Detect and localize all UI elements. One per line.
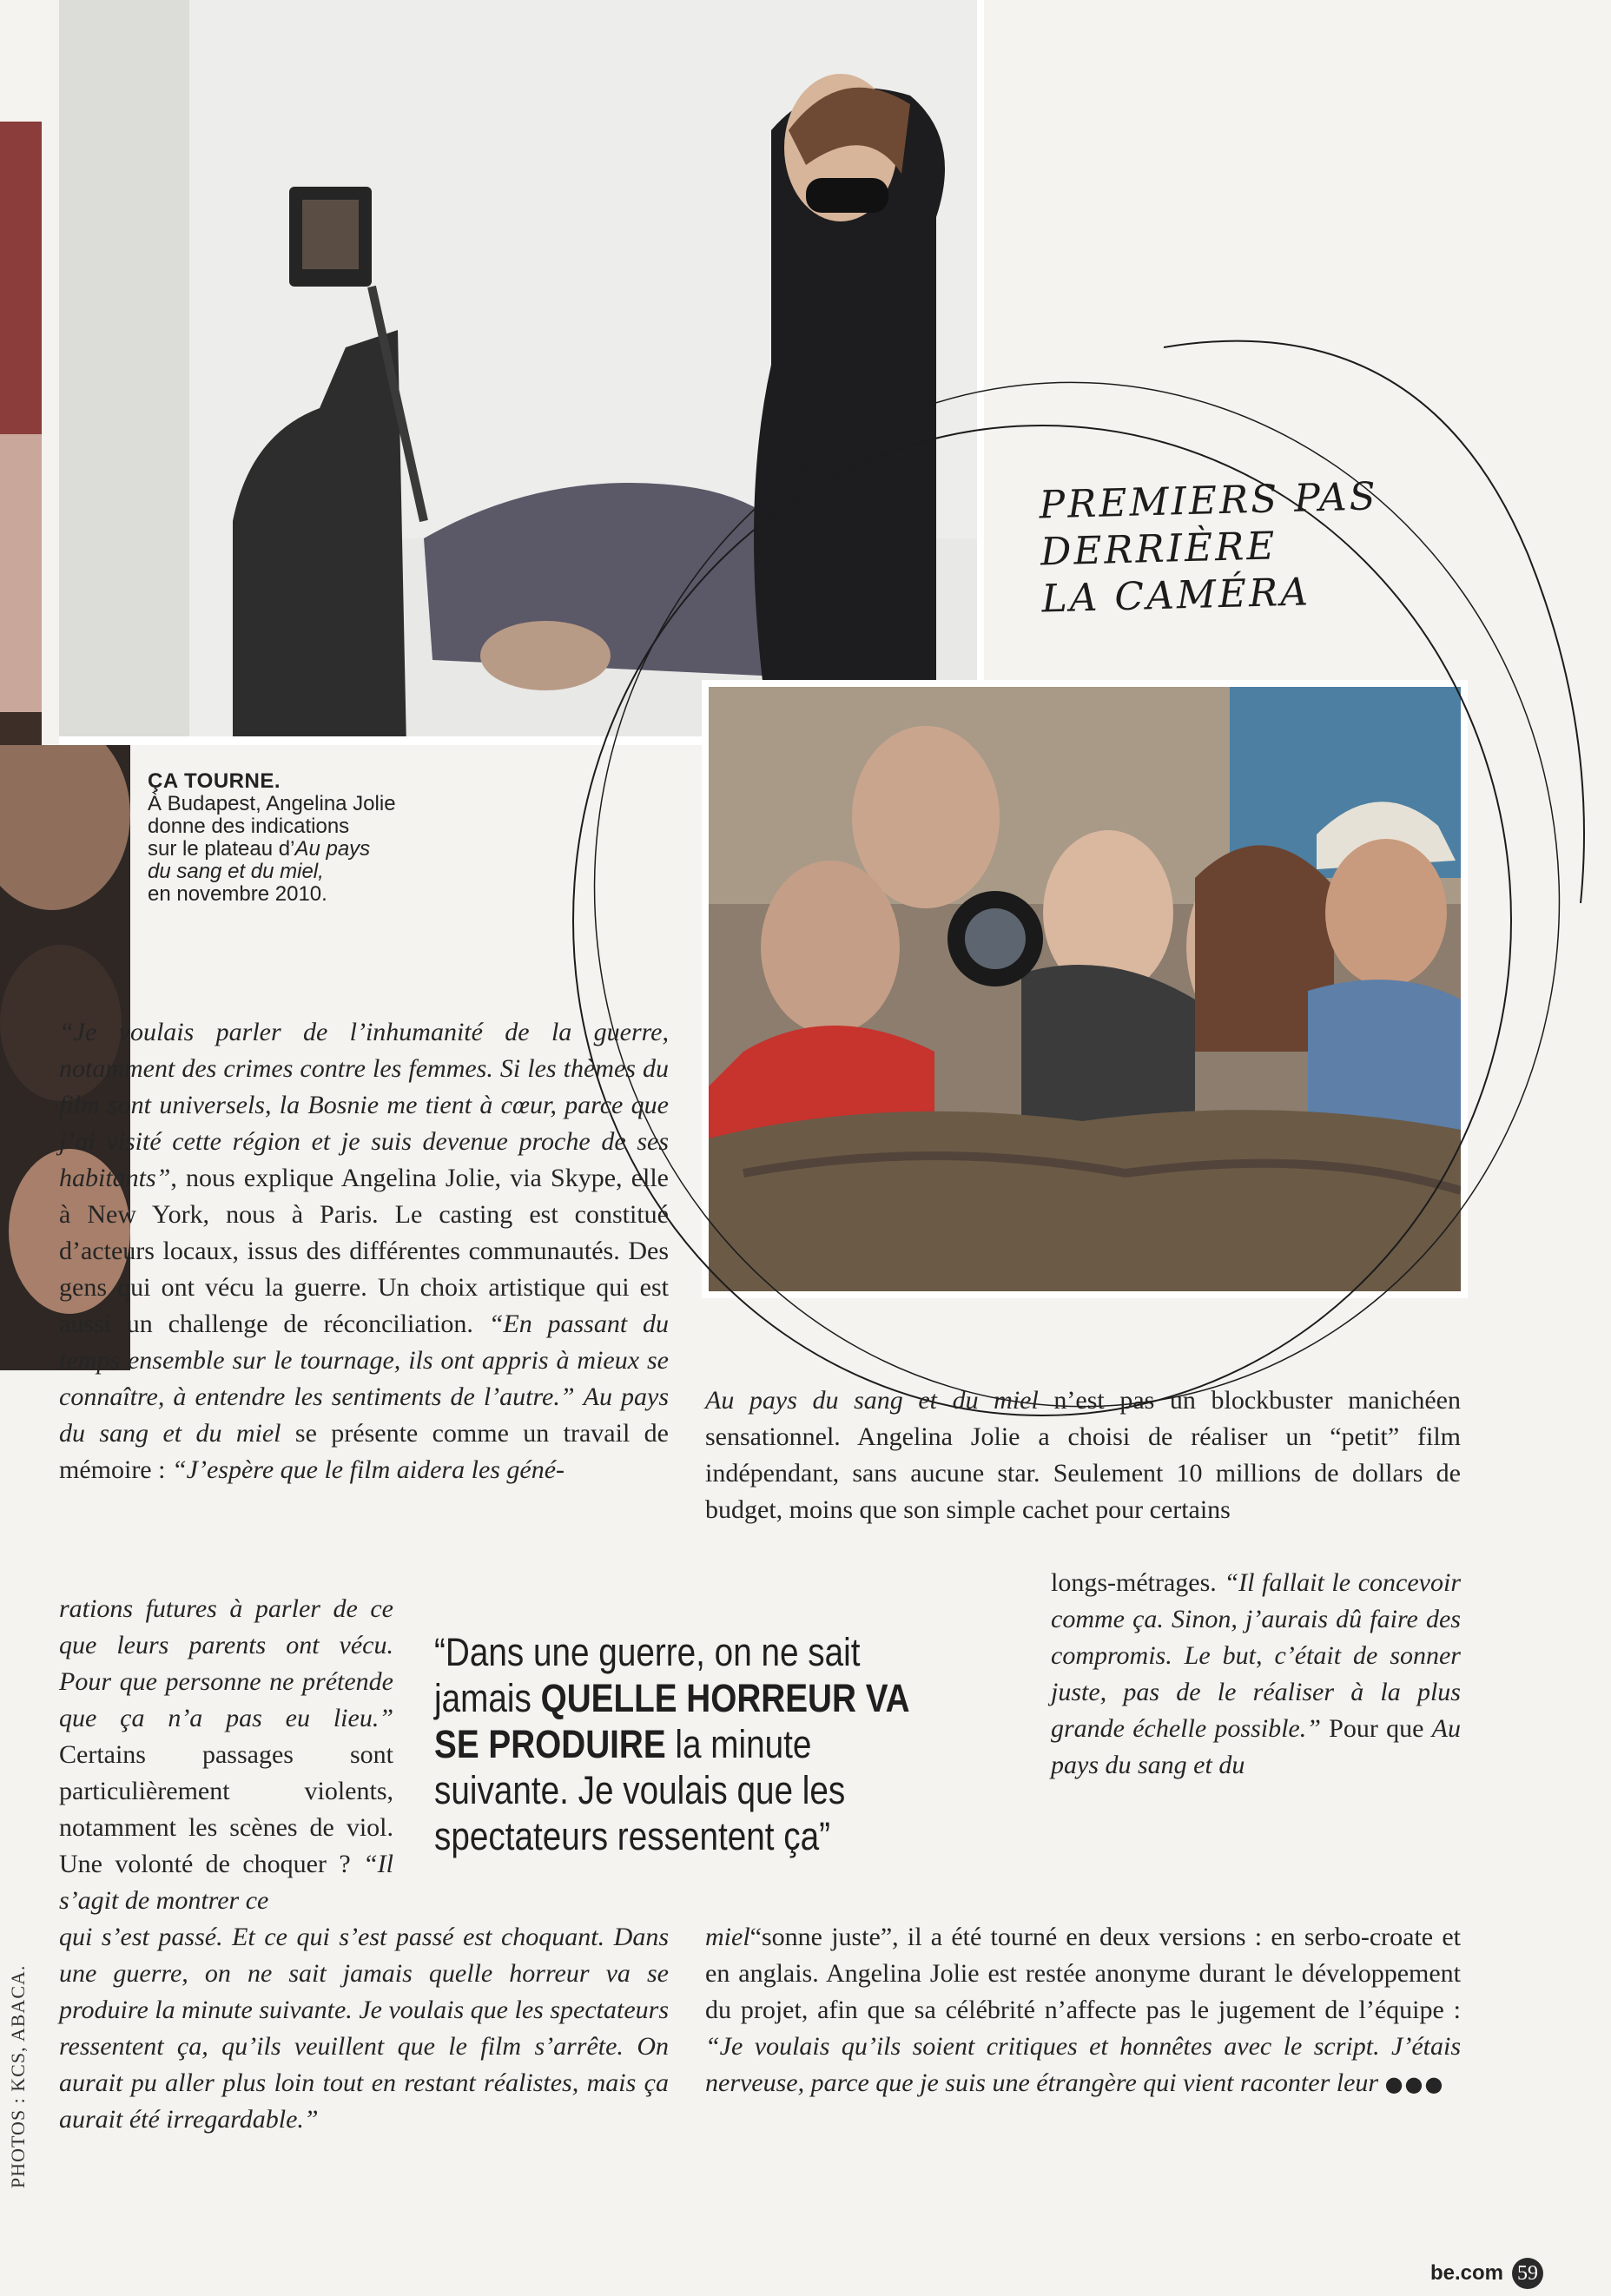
body-paragraph [59,1591,393,1919]
caption-line-3-text: sur le plateau d’ [148,837,295,861]
body-column-left-mid [59,1591,393,1919]
body-column-right-mid [1051,1565,1461,1784]
caption-line-4 [148,861,443,883]
body-text: n’est pas un blockbuster manichéen sensationnel. Angelina Jolie a choisi de réaliser un “petit” film indépendant, sans aucune star. Seulement 10 millions de dollars de budget, moins que son simple cachet pour certains [705,1386,1462,1524]
caption-film-title-a: Au pays [294,837,371,861]
camera-crew-photo [702,680,1468,1298]
body-paragraph [1051,1565,1461,1784]
body-column-left-top [59,1014,669,1488]
film-title: miel [705,1923,750,1951]
caption-line-1: À Budapest, Angelina Jolie [148,792,396,815]
caption-line-2: donne des indications [148,815,350,838]
body-text [575,1382,584,1411]
photo-caption [148,770,443,906]
quote-text: rations futures à parler de ce que leurs parents ont vécu. Pour que personne ne prétende que ça n’a pas eu lieu.” [59,1594,393,1732]
handwritten-headline [1039,473,1407,623]
body-column-right-bottom [705,1919,1461,2102]
quote-text: “Je voulais qu’ils soient critiques et honnêtes avec le script. J’étais nerveuse, parce que je suis une étrangère qui vient raconter leur [705,2032,1461,2097]
headline-line-1: PREMIERS PAS [1038,474,1379,528]
headline-line-3: LA CAMÉRA [1040,570,1311,622]
page-footer [1430,2258,1543,2289]
director-on-set-photo [59,0,984,745]
body-paragraph [59,1014,669,1488]
pull-quote-emphasis: QUELLE HORREUR VA SE PRODUIRE [434,1676,909,1766]
film-title: Au pays du sang et du [1051,1714,1461,1779]
quote-text: qui s’est passé. Et ce qui s’est passé est choquant. Dans une guerre, on ne sait jamais quelle horreur va se produire la minute suivante. Je voulais que les spectateurs ressentent ça, qu’ils veuillent que le film s’arrête. On aurait pu aller plus loin tout en restant réalistes, mais ça aurait été irregardable.” [59,1923,669,2134]
film-title: Au pays du sang et du miel [705,1386,1039,1415]
film-title: Au pays du sang et du miel [59,1382,669,1448]
pull-quote-text: “Dans une guerre, on ne sait jamais [434,1630,861,1720]
body-paragraph [59,1919,669,2138]
body-text: “sonne juste”, il a été tourné en deux versions : en serbo-croate et en anglais. Angelina Jolie est restée anonyme durant le développement du projet, afin que sa célébrité n’affecte pas le jugement de l’équipe : [705,1923,1461,2024]
body-text: longs-métrages. [1051,1568,1225,1597]
quote-text: “J’espère que le film aidera les géné- [171,1455,565,1484]
caption-title: ÇA TOURNE. [148,769,281,793]
body-column-left-bottom [59,1919,669,2138]
pull-quote [434,1629,912,1859]
quote-text: “Il s’agit de montrer ce [59,1850,393,1915]
caption-line-5: en novembre 2010. [148,882,327,906]
photo-credit: PHOTOS : KCS, ABACA. [7,1964,29,2188]
body-paragraph [705,1919,1461,2102]
continue-dots-icon: ●●● [1384,2072,1445,2096]
quote-text: “En passant du temps ensemble sur le tournage, ils ont appris à mieux se connaître, à entendre les sentiments de l’autre.” [59,1310,669,1411]
caption-film-title-b: du sang et du miel, [148,860,324,883]
page-number: 59 [1512,2258,1543,2289]
body-column-right-top [705,1382,1461,1528]
body-text: Pour que [1320,1714,1432,1743]
body-text: Certains passages sont particulièrement violents, notamment les scènes de viol. Une volonté de choquer ? [59,1740,393,1878]
body-text: se présente comme un travail de mémoire : [59,1419,669,1484]
pull-quote-text: la minute suivante. Je voulais que les spectateurs ressentent ça” [434,1722,846,1858]
body-text: , nous explique Angelina Jolie, via Skype, elle à New York, nous à Paris. Le casting est constitué d’acteurs locaux, issus des différentes communautés. Des gens qui ont vécu la guerre. Un choix artistique qui est aussi un challenge de réconciliation. [59,1164,669,1338]
site-name: be.com [1429,2261,1503,2285]
body-paragraph [705,1382,1461,1528]
quote-text: “Il fallait le concevoir comme ça. Sinon, j’aurais dû faire des compromis. Le but, c’était de sonner juste, pas de le réaliser à la plus grande échelle possible.” [1051,1568,1462,1743]
quote-text: “Je voulais parler de l’inhumanité de la guerre, notamment des crimes contre les femmes. Si les thèmes du film sont universels, la Bosnie me tient à cœur, parce que j’ai visité cette région et je suis devenue proche de ses habitants” [59,1018,669,1192]
headline-line-2: DERRIÈRE [1040,524,1278,575]
caption-line-3 [148,838,443,861]
